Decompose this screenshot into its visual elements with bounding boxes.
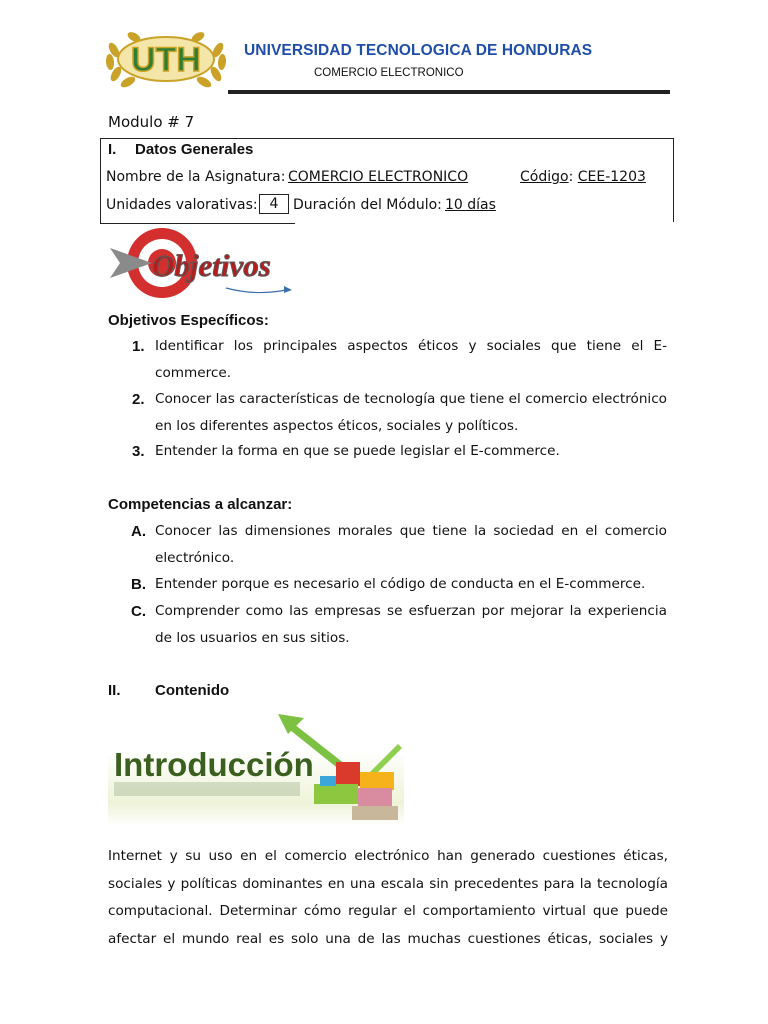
competencias-title: Competencias a alcanzar: <box>108 496 293 513</box>
duracion-value: 10 días <box>445 197 496 213</box>
module-label: Modulo # 7 <box>108 113 195 131</box>
header-rule <box>228 90 670 94</box>
intro-paragraph-line: computacional. Determinar cómo regular el comportamiento virtual que puede <box>108 903 668 919</box>
intro-paragraph-line: afectar el mundo real es solo una de las muchas cuestiones éticas, sociales y <box>108 930 668 947</box>
objetivo-line: en los diferentes aspectos éticos, sociales y políticos. <box>155 418 519 434</box>
introduccion-banner-text: Introducción <box>114 746 314 783</box>
competencia-line: Comprender como las empresas se esfuerzan por mejorar la experiencia <box>155 603 667 619</box>
intro-paragraph-line: sociales y políticas dominantes en una escala sin precedentes para la tecnología <box>108 875 668 892</box>
competencia-line: de los usuarios en sus sitios. <box>155 630 350 646</box>
objetivo-num: 1. <box>132 338 145 355</box>
competencia-line: Conocer las dimensiones morales que tiene la sociedad en el comercio <box>155 523 667 539</box>
asignatura-value: COMERCIO ELECTRONICO <box>288 169 469 185</box>
codigo-value: CEE-1203 <box>577 169 646 185</box>
objetivo-line: commerce. <box>155 365 232 381</box>
objetivo-num: 3. <box>132 443 145 460</box>
introduccion-banner-image <box>108 710 404 826</box>
competencia-line: Entender porque es necesario el código de conducta en el E-commerce. <box>155 576 646 592</box>
competencia-letter: A. <box>131 523 146 540</box>
competencia-letter: B. <box>131 576 146 593</box>
competencia-line: electrónico. <box>155 550 235 566</box>
competencia-letter: C. <box>131 603 146 620</box>
objetivos-banner-image <box>106 226 294 300</box>
objetivos-banner-text: Objetivos <box>152 248 271 283</box>
unidades-label: Unidades valorativas: <box>106 197 258 213</box>
course-subtitle: COMERCIO ELECTRONICO <box>314 67 464 79</box>
objetivo-num: 2. <box>132 391 145 408</box>
datos-heading-num: I. <box>108 141 117 158</box>
unidades-value: 4 <box>259 194 289 214</box>
contenido-title: Contenido <box>155 682 230 699</box>
datos-heading: Datos Generales <box>135 141 254 158</box>
objetivo-line: Identificar los principales aspectos éticos y sociales que tiene el E- <box>155 338 667 354</box>
contenido-num: II. <box>108 682 121 699</box>
objetivo-line: Entender la forma en que se puede legislar el E-commerce. <box>155 443 560 459</box>
logo-text: UTH <box>131 41 201 79</box>
university-title: UNIVERSIDAD TECNOLOGICA DE HONDURAS <box>244 42 593 59</box>
uth-logo <box>104 28 228 88</box>
objetivos-title: Objetivos Específicos: <box>108 312 269 329</box>
objetivo-line: Conocer las características de tecnología que tiene el comercio electrónico <box>155 391 667 407</box>
asignatura-label: Nombre de la Asignatura: <box>106 169 286 185</box>
intro-paragraph-line: Internet y su uso en el comercio electrónico han generado cuestiones éticas, <box>108 848 668 864</box>
codigo-label: Código <box>520 169 569 185</box>
duracion-label: Duración del Módulo: <box>293 197 442 213</box>
